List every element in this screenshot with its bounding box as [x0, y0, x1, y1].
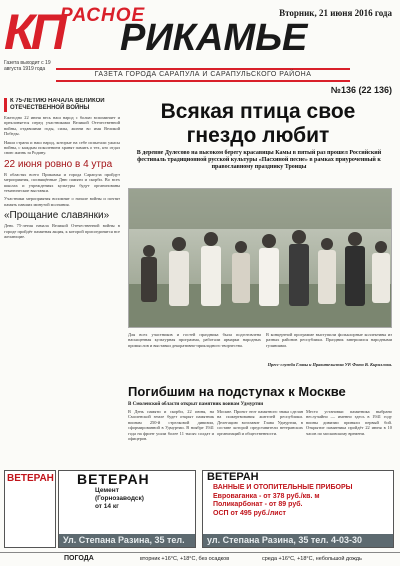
left-para-1: Ежегодно 22 июня весь наш народ с болью вспоминает и преклоняется перед участниками Великой Отечественной войны, отдавшими годы, силы, жизни во имя Великой Победы.: [4, 115, 120, 137]
ad-left-strip: [4, 470, 56, 548]
weather-tuesday: вторник +16°С, +18°С, без осадков: [140, 556, 230, 562]
photo-illustration: [129, 189, 392, 328]
ad-cement-line-2: (Горнозаводск): [95, 495, 144, 502]
second-story-lead: В Смоленской области открыт памятник воинам Удмуртии: [128, 402, 264, 407]
ad-cement-line-1: Цемент: [95, 487, 119, 494]
weather-footer: [0, 552, 400, 566]
second-story-col-2: Москве. Проект этот памятного знака сделан на пожертвования жителей республики. Делегацию возглавит Глава Удмуртии, в составе которой представители ветеранских организаций и общественности.: [217, 409, 303, 436]
ad-cement: [58, 470, 196, 548]
left-para-2: Наши страна и наш народ, которые на себе испытали ужасы войны, с каждым поколением хранят память о тех, кто отдал свою жизнь за Родину.: [4, 139, 120, 156]
weather-wednesday: среда +16°С, +18°С, небольшой дождь: [262, 556, 362, 562]
logo-prikamye: РИКАМЬЕ: [120, 17, 308, 59]
ad-bath-address: ул. Степана Разина, 35 тел. 4-03-30: [203, 534, 393, 547]
ad-bath: [202, 470, 394, 548]
ad-bath-line-2: Евроваганка - от 378 руб./кв. м: [213, 492, 320, 500]
main-story-photo: [128, 188, 392, 328]
second-story-col-1: В День памяти и скорби, 22 июня, на Смоленской земле будет открыт памятник воинам 250-й стрелковой дивизии, сформированной в Удмуртии. В ноябре 1941 года на фронт ушли более 11 тысяч солдат и офицеров.: [128, 409, 214, 442]
logo-krasnoe: РАСНОЕ: [60, 5, 146, 26]
founded-note: Газета выходит с 19 августа 1919 года: [4, 60, 51, 72]
second-story-col-3: Место установки памятника выбрано неслучайно — именно здесь в 1941 году воины дивизии приняли первый бой. Открытие памятника пройдёт 22 июня в 10 часов по московскому времени.: [306, 409, 392, 436]
issue-date: Вторник, 21 июня 2016 года: [279, 8, 392, 18]
main-story-title: Всякая птица свое гнездо любит: [160, 100, 356, 147]
main-story-lead: В деревне Дулесово на высоком берегу красавицы Камы в пятый раз прошел Российский фестиваль традиционной русской культуры «Пасхиной песне» в рамках приуроченный к православному празднику Троицы: [136, 150, 382, 171]
second-story-title: Погибшим на подступах к Москве: [128, 384, 346, 399]
press-credit: Пресс-служба Главы и Правительства УР. Фото В. Кириллова.: [267, 362, 392, 367]
left-headline-1: 22 июня ровно в 4 утра: [4, 158, 113, 170]
left-column: [4, 98, 120, 498]
ad-bath-line-4: ОСП от 495 руб./лист: [213, 509, 286, 517]
left-para-3: В областях всего Прикамья и города Сарапула пройдут мероприятия, посвящённые Дню памяти и скорби. Во всех школах и учреждениях культуры будут организованы тематические выставки.: [4, 171, 120, 194]
logo-kp: КП: [4, 4, 63, 60]
ad-cement-line-3: от 14 кг: [95, 503, 119, 510]
ad-bath-line-3: Поликарбонат - от 89 руб.: [213, 501, 303, 509]
rubric-label: К 75-ЛЕТИЮ НАЧАЛА ВЕЛИКОЙ ОТЕЧЕСТВЕННОЙ ВОЙНЫ: [10, 98, 105, 111]
ad-bath-brand: ВЕТЕРАН: [207, 471, 259, 483]
photo-caption-right: В концертной программе выступили фольклорные коллективы из разных районов республики. Праздник завершился народными гуляниями.: [266, 332, 392, 348]
ad-bath-line-1: ВАННЫЕ И ОТОПИТЕЛЬНЫЕ ПРИБОРЫ: [213, 484, 353, 491]
photo-caption-left: Для всех участников и гостей праздника была подготовлена насыщенная культурная программа, работали ярмарки народных промыслов и выставки декоративно-прикладного творчества.: [128, 332, 261, 348]
masthead-subtitle: ГАЗЕТА ГОРОДА САРАПУЛА И САРАПУЛЬСКОГО РАЙОНА: [56, 68, 350, 82]
rubric-box: [4, 98, 120, 112]
issue-number: №136 (22 136): [330, 85, 392, 95]
left-headline-2: «Прощание славянки»: [4, 210, 110, 222]
weather-title: ПОГОДА: [64, 555, 94, 562]
ad-cement-brand: ВЕТЕРАН: [77, 471, 150, 487]
masthead: [0, 0, 400, 98]
ad-cement-address: Ул. Степана Разина, 35 тел.: [59, 534, 195, 547]
left-para-4: Участники мероприятия вспомнят о начале войны и почтят память павших минутой молчания.: [4, 196, 120, 207]
left-para-5: День 75-летия начала Великой Отечественной войны в городе пройдёт памятная акция, к которой присоединятся все желающие.: [4, 223, 120, 240]
ad-left-brand: ВЕТЕРАН: [7, 473, 54, 484]
